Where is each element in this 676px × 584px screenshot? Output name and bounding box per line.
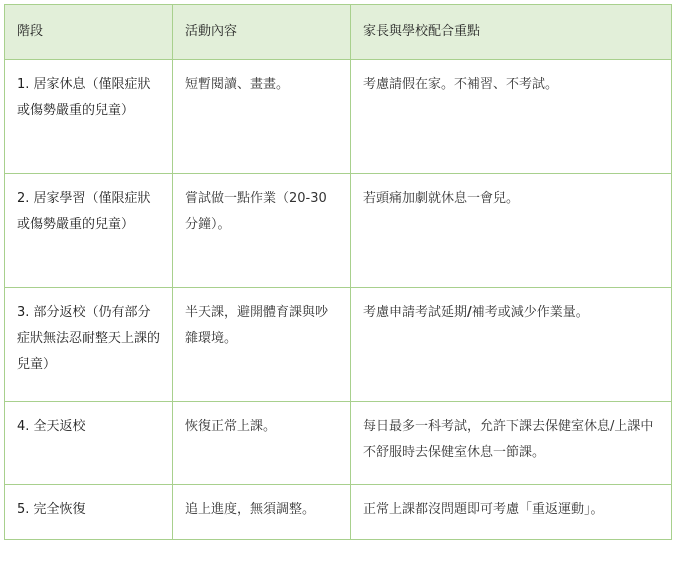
focus-text: 若頭痛加劇就休息一會兒。 xyxy=(363,191,520,206)
activity-cell: 嘗試做一點作業（20-30 分鐘）。 xyxy=(173,174,351,288)
focus-cell xyxy=(351,60,672,174)
focus-cell xyxy=(351,402,672,485)
focus-text: 或減少作業量。 xyxy=(497,305,589,320)
stage-cell: 2. 居家學習（僅限症狀或傷勢嚴重的兒童） xyxy=(5,174,173,288)
table-row xyxy=(5,485,672,540)
header-activity: 活動內容 xyxy=(173,5,351,60)
focus-text: 考慮請假在家。不補習、不考試。 xyxy=(363,77,559,92)
table-row xyxy=(5,60,672,174)
recovery-stages-table-container xyxy=(4,4,672,540)
activity-cell: 恢復正常上課。 xyxy=(173,402,351,485)
stage-cell: 4. 全天返校 xyxy=(5,402,173,485)
focus-text: 考慮申請考試延期 xyxy=(363,305,468,320)
focus-cell xyxy=(351,174,672,288)
stage-cell: 1. 居家休息（僅限症狀或傷勢嚴重的兒童） xyxy=(5,60,173,174)
activity-cell: 追上進度，無須調整。 xyxy=(173,485,351,540)
focus-cell xyxy=(351,485,672,540)
activity-cell: 半天課，避開體育課與吵雜環境。 xyxy=(173,288,351,402)
table-row xyxy=(5,288,672,402)
focus-slash: / xyxy=(467,305,472,320)
focus-text: 每日最多一科考試，允許下課去保健室休息/上課中不舒服時去保健室休息一節課。 xyxy=(363,419,654,460)
table-row xyxy=(5,402,672,485)
recovery-stages-table xyxy=(4,4,672,540)
focus-text: 正常上課都沒問題即可考慮「重返運動」。 xyxy=(363,502,604,517)
focus-text: 補考 xyxy=(471,305,498,320)
stage-cell: 5. 完全恢復 xyxy=(5,485,173,540)
focus-cell xyxy=(351,288,672,402)
activity-cell: 短暫閱讀、畫畫。 xyxy=(173,60,351,174)
table-row xyxy=(5,174,672,288)
table-header-row xyxy=(5,5,672,60)
stage-cell: 3. 部分返校（仍有部分症狀無法忍耐整天上課的兒童） xyxy=(5,288,173,402)
header-stage: 階段 xyxy=(5,5,173,60)
header-focus: 家長與學校配合重點 xyxy=(351,5,672,60)
